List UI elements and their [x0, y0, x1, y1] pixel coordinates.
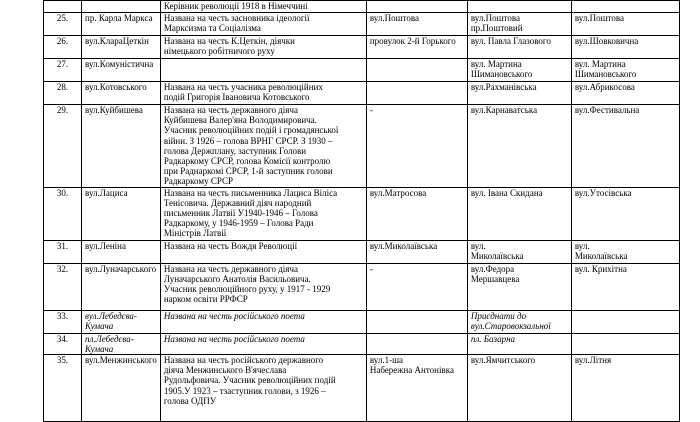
- proposed-name-cell: [366, 59, 467, 82]
- naming-reason-cell: Названа на честь державного діяча Луначарського Анатолія Васильовича. Учасник революційного руху, у 1917 - 1929 нарком освіти РРФСР: [160, 263, 366, 310]
- row-number-cell: 28.: [44, 82, 82, 105]
- row-number-cell: [44, 1, 82, 13]
- naming-reason-cell: Названа на честь К.Цеткін, діячки німецького робітничого руху: [160, 36, 366, 59]
- proposal-variant-1-cell: вул.Ямчитського: [467, 355, 571, 422]
- old-street-name-cell: вул.Комуністична: [82, 59, 161, 82]
- old-street-name-cell: вул.КлараЦеткін: [82, 36, 161, 59]
- naming-reason-cell: Названа на честь учасника революційних подій Григорія Івановича Котовського: [160, 82, 366, 105]
- proposed-name-cell: [366, 333, 467, 354]
- table-row: [44, 263, 680, 310]
- proposal-variant-1-cell: вул. Мартина Шимановського: [467, 59, 571, 82]
- naming-reason-cell: Названа на честь російського державного діяча Менжинського В'ячеслава Рудольфовича. Учасник революційних подій 1905.У 1923 – тзаступник голови, з 1926 – голова ОДПУ: [160, 355, 366, 422]
- proposed-name-cell: вул.Поштова: [366, 13, 467, 36]
- proposal-variant-2-cell: вул.Шовковична: [571, 36, 679, 59]
- naming-reason-cell: Названа на честь письменника Лациса Віліса Тенісовича. Державний діяч народний письменник Латвії У1940-1946 – Голова Радкаркому, у 1946-1959 – Голова Ради Міністрів Латвії: [160, 187, 366, 240]
- table-row: [44, 240, 680, 263]
- proposed-name-cell: [366, 1, 467, 13]
- row-number-cell: 29.: [44, 105, 82, 188]
- row-number-cell: 31.: [44, 240, 82, 263]
- table-row: [44, 36, 680, 59]
- table-row: [44, 310, 680, 333]
- proposal-variant-2-cell: вул. Крихітна: [571, 263, 679, 310]
- row-number-cell: 32.: [44, 263, 82, 310]
- table-row: [44, 82, 680, 105]
- proposal-variant-1-cell: вул.Рахманівська: [467, 82, 571, 105]
- proposal-variant-1-cell: вул. Миколаївська: [467, 240, 571, 263]
- row-number-cell: 35.: [44, 355, 82, 422]
- proposal-variant-1-cell: пл. Базарна: [467, 333, 571, 354]
- naming-reason-cell: Названа на честь Вождя Революції: [160, 240, 366, 263]
- old-street-name-cell: вул.Менжинського: [82, 355, 161, 422]
- proposal-variant-2-cell: вул. Миколаївська: [571, 240, 679, 263]
- naming-reason-cell: Названа на честь російського поета: [160, 333, 366, 354]
- naming-reason-cell: Названа на честь державного діяча Куйбишева Валер'яна Володимировича. Учасник революційних подій і громадянської війни. З 1926 – голова ВРНГ СРСР. З 1930 – голова Держплану, заступник Голови Радкаркому СРСР, голова Комісії контролю при Раднаркомі СРСР, 1-й заступник голови Радкаркому СРСР: [160, 105, 366, 188]
- proposed-name-cell: провулок 2-й Горького: [366, 36, 467, 59]
- old-street-name-cell: вул.Куйбишева: [82, 105, 161, 188]
- old-street-name-cell: вул.Лебедєва- Кумача: [82, 310, 161, 333]
- table-row: [44, 1, 680, 13]
- proposal-variant-1-cell: Приєднати до вул.Старовокзальної: [467, 310, 571, 333]
- proposed-name-cell: вул.Миколаївська: [366, 240, 467, 263]
- row-number-cell: 26.: [44, 36, 82, 59]
- row-number-cell: 33.: [44, 310, 82, 333]
- old-street-name-cell: [82, 1, 161, 13]
- table-row: [44, 13, 680, 36]
- old-street-name-cell: пл.Лебедєва- Кумача: [82, 333, 161, 354]
- proposal-variant-1-cell: вул. Івана Скидана: [467, 187, 571, 240]
- proposal-variant-2-cell: вул.Утосівська: [571, 187, 679, 240]
- proposed-name-cell: вул.Матросова: [366, 187, 467, 240]
- table-body: [44, 1, 680, 422]
- proposal-variant-1-cell: [467, 1, 571, 13]
- row-number-cell: 30.: [44, 187, 82, 240]
- table-row: [44, 59, 680, 82]
- naming-reason-cell: Керівник революції 1918 в Німеччині: [160, 1, 366, 13]
- proposed-name-cell: [366, 82, 467, 105]
- table-row: [44, 105, 680, 188]
- proposal-variant-1-cell: вул.Карнаватська: [467, 105, 571, 188]
- table-row: [44, 333, 680, 354]
- proposal-variant-2-cell: вул.Фестивальна: [571, 105, 679, 188]
- old-street-name-cell: вул.Луначарського: [82, 263, 161, 310]
- old-street-name-cell: вул.Леніна: [82, 240, 161, 263]
- proposal-variant-2-cell: [571, 310, 679, 333]
- proposal-variant-2-cell: вул.Поштова: [571, 13, 679, 36]
- row-number-cell: 34.: [44, 333, 82, 354]
- street-renaming-table: [43, 0, 680, 422]
- old-street-name-cell: пр. Карла Маркса: [82, 13, 161, 36]
- proposed-name-cell: вул.1-ша Набережна Антонівка: [366, 355, 467, 422]
- proposal-variant-2-cell: [571, 333, 679, 354]
- naming-reason-cell: Названа на честь російського поета: [160, 310, 366, 333]
- proposal-variant-1-cell: вул. Павла Глазового: [467, 36, 571, 59]
- proposed-name-cell: -: [366, 105, 467, 188]
- proposal-variant-2-cell: [571, 1, 679, 13]
- proposal-variant-2-cell: вул. Мартина Шимановського: [571, 59, 679, 82]
- proposal-variant-2-cell: вул.Абрикосова: [571, 82, 679, 105]
- naming-reason-cell: [160, 59, 366, 82]
- row-number-cell: 25.: [44, 13, 82, 36]
- old-street-name-cell: вул.Лациса: [82, 187, 161, 240]
- proposed-name-cell: [366, 310, 467, 333]
- naming-reason-cell: Названа на честь засновника ідеології Марксизма та Соціалізма: [160, 13, 366, 36]
- row-number-cell: 27.: [44, 59, 82, 82]
- proposal-variant-1-cell: вул.Федора Мершавцева: [467, 263, 571, 310]
- table-row: [44, 355, 680, 422]
- table-row: [44, 187, 680, 240]
- proposal-variant-2-cell: вул.Літня: [571, 355, 679, 422]
- proposal-variant-1-cell: вул.Поштова пр.Поштовий: [467, 13, 571, 36]
- proposed-name-cell: -: [366, 263, 467, 310]
- old-street-name-cell: вул.Котовського: [82, 82, 161, 105]
